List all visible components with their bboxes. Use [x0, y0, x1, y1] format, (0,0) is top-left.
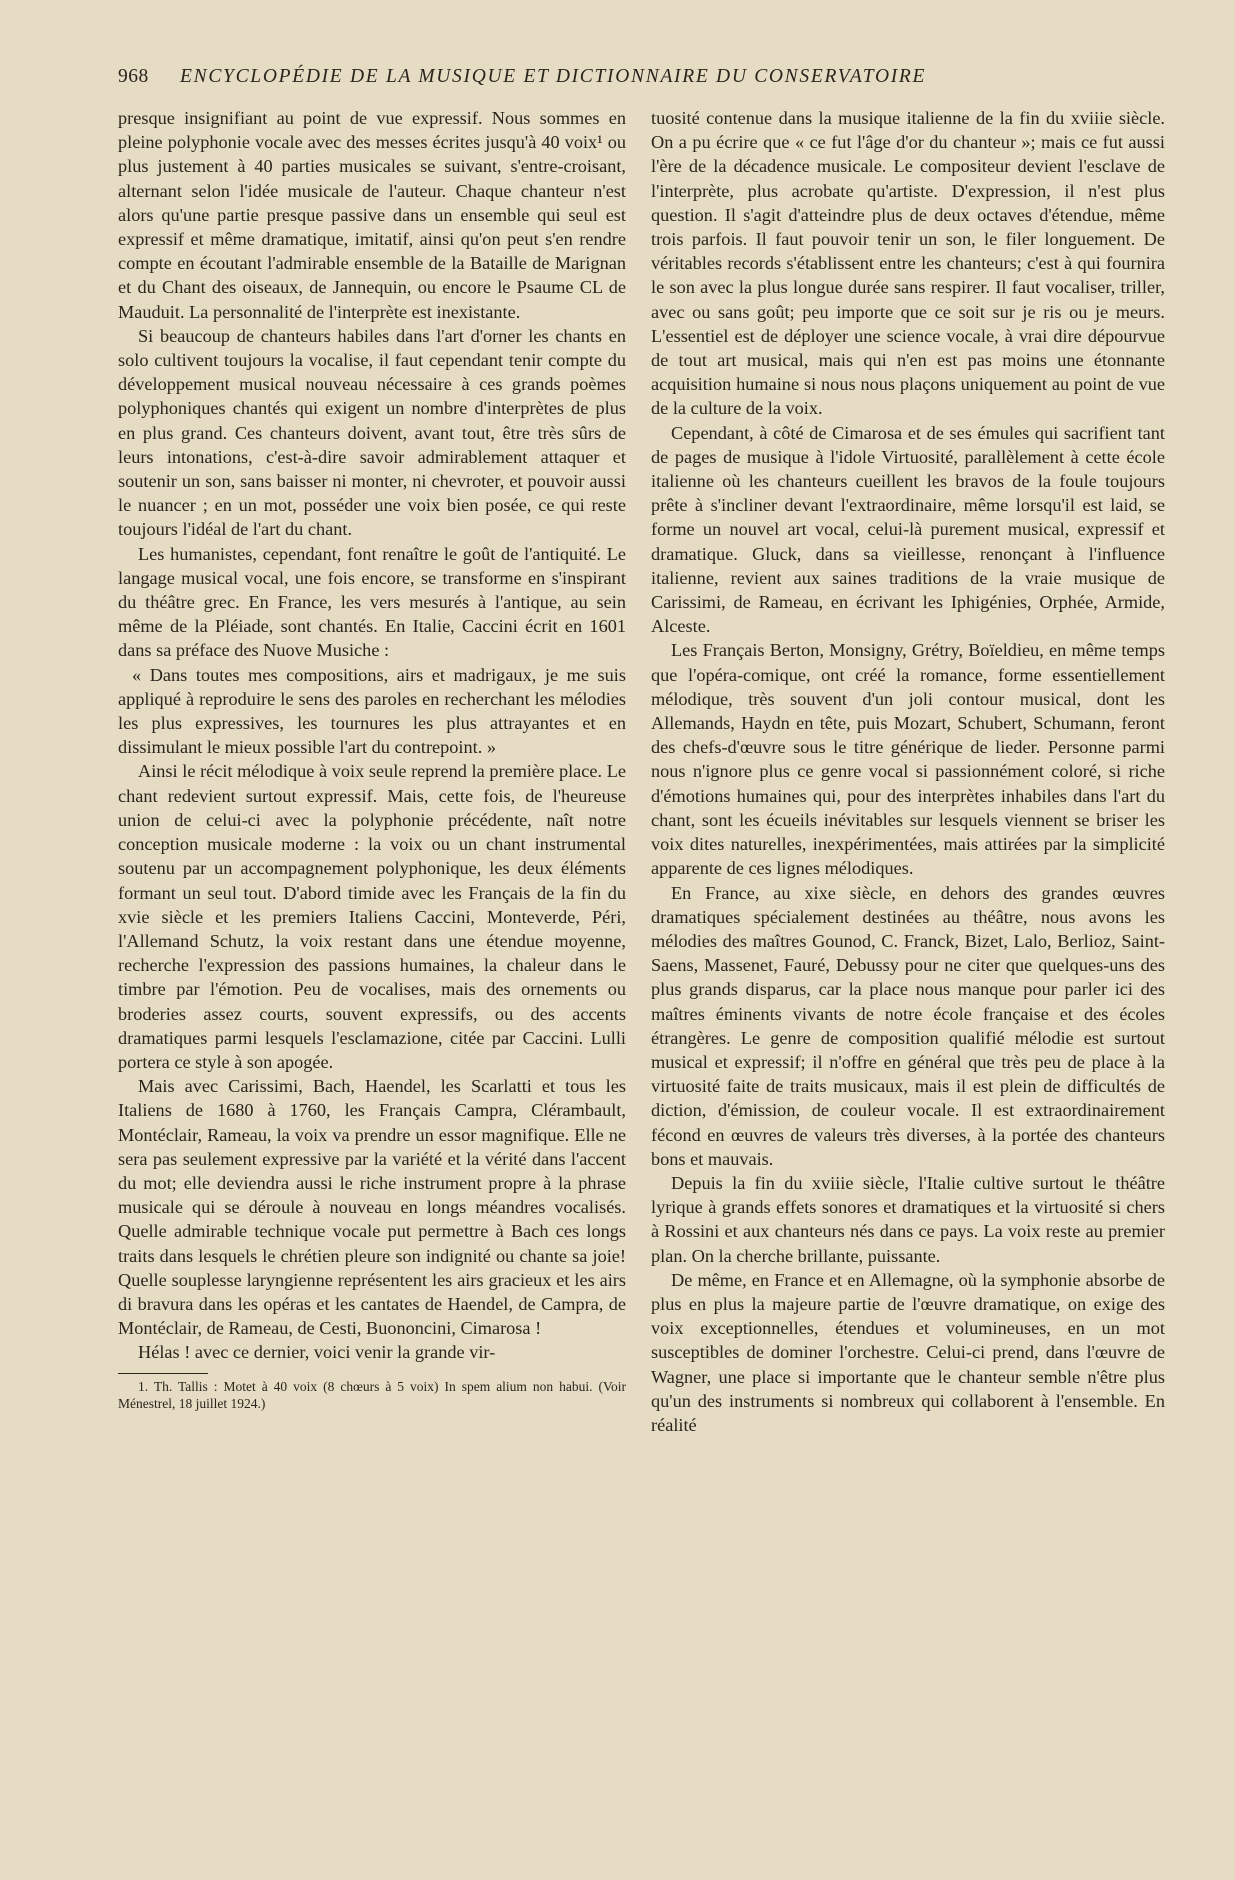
page-number: 968	[118, 66, 149, 87]
paragraph: Les Français Berton, Monsigny, Grétry, Boïeldieu, en même temps que l'opéra-comique, ont créé la romance, forme essentiellement mélodique, très souvent d'un joli contour musical, dont les Allemands, Haydn en tête, puis Mozart, Schubert, Schumann, feront des chefs-d'œuvre sous le titre générique de lieder. Personne parmi nous n'ignore plus ce genre vocal si passionnément coloré, si riche d'émotions humaines qui, pour des interprètes inhabiles dans l'art du chant, sont les écueils inévitables sur lesquels viennent se briser les voix dites naturelles, inexpérimentées, mais attirées par la simplicité apparente de ces lignes mélodiques.	[651, 640, 1165, 879]
right-column	[651, 106, 1165, 1437]
paragraph: Depuis la fin du xviiie siècle, l'Italie cultive surtout le théâtre lyrique à grands effets sonores et dramatiques et la virtuosité si chers à Rossini et aux chanteurs nés dans ce pays. La voix reste au premier plan. On la cherche brillante, puissante.	[651, 1172, 1165, 1266]
left-column	[118, 106, 626, 1412]
paragraph: Hélas ! avec ce dernier, voici venir la grande vir-	[138, 1342, 496, 1363]
paragraph: Les humanistes, cependant, font renaître le goût de l'antiquité. Le langage musical vocal, une fois encore, se transforme en s'inspirant du théâtre grec. En France, les vers mesurés à l'antique, au sein même de la Pléiade, sont chantés. En Italie, Caccini écrit en 1601 dans sa préface des Nuove Musiche :	[118, 543, 626, 661]
paragraph: De même, en France et en Allemagne, où la symphonie absorbe de plus en plus la majeure partie de l'œuvre dramatique, on exige des voix exceptionnelles, étendues et volumineuses, en un mot susceptibles de dominer l'orchestre. Celui-ci prend, dans l'œuvre de Wagner, une place si importante que le chanteur semble n'être plus qu'un des instruments si nombreux qui collaborent à l'ensemble. En réalité	[651, 1269, 1165, 1435]
footnote-rule	[118, 1373, 208, 1374]
running-title: ENCYCLOPÉDIE DE LA MUSIQUE ET DICTIONNAIRE DU CONSERVATOIRE	[180, 66, 927, 87]
footnote: 1. Th. Tallis : Motet à 40 voix (8 chœurs à 5 voix) In spem alium non habui. (Voir Ménestrel, 18 juillet 1924.)	[118, 1378, 626, 1411]
paragraph: Ainsi le récit mélodique à voix seule reprend la première place. Le chant redevient surtout expressif. Mais, cette fois, de l'heureuse union de celui-ci avec la polyphonie précédente, naît notre conception musicale moderne : la voix ou un chant instrumental soutenu par un accompagnement polyphonique, les deux éléments formant un seul tout. D'abord timide avec les Français de la fin du xvie siècle et les premiers Italiens Caccini, Monteverde, Péri, l'Allemand Schutz, la voix restant dans une étendue moyenne, recherche l'expression des passions humaines, la chaleur dans le timbre par l'émotion. Peu de vocalises, mais des ornements ou broderies assez courts, souvent expressifs, ou des accents dramatiques parmi lesquels l'esclamazione, citée par Caccini. Lulli portera ce style à son apogée.	[118, 761, 626, 1072]
paragraph: Si beaucoup de chanteurs habiles dans l'art d'orner les chants en solo cultivent toujours la vocalise, il faut cependant tenir compte du développement musical nouveau nécessaire à ces grands poèmes polyphoniques chantés qui exigent un nombre d'interprètes de plus en plus grand. Ces chanteurs doivent, avant tout, être très sûrs de leurs intonations, c'est-à-dire savoir admirablement attaquer et soutenir un son, sans baisser ni monter, ni chevroter, et pouvoir aussi le nuancer ; en un mot, posséder une voix bien posée, ce qui reste toujours l'idéal de l'art du chant.	[118, 325, 626, 540]
quotation: « Dans toutes mes compositions, airs et madrigaux, je me suis appliqué à reproduire le sens des paroles en recherchant les mélodies les plus expressives, les tournures les plus attrayantes et en dissimulant le mieux possible l'art du contrepoint. »	[118, 664, 626, 758]
paragraph: Mais avec Carissimi, Bach, Haendel, les Scarlatti et tous les Italiens de 1680 à 1760, les Français Campra, Clérambault, Montéclair, Rameau, la voix va prendre un essor magnifique. Elle ne sera pas seulement expressive par la variété et la vérité dans l'accent du mot; elle deviendra aussi le riche instrument propre à la phrase musicale qui se déroule à nouveau en longs méandres vocalisés. Quelle admirable technique vocale put permettre à Bach ces longs traits dans lesquels le chrétien pleure son indignité ou chante sa joie! Quelle souplesse laryngienne représentent les airs gracieux et les airs di bravura dans les opéras et les cantates de Haendel, de Campra, de Montéclair, de Rameau, de Cesti, Buononcini, Cimarosa !	[118, 1076, 626, 1339]
paragraph: Cependant, à côté de Cimarosa et de ses émules qui sacrifient tant de pages de musique à l'idole Virtuosité, parallèlement à cette école italienne où les chanteurs cueillent les bravos de la foule toujours prête à s'incliner devant l'extraordinaire, même lorsqu'il est laid, se forme un nouvel art vocal, celui-là purement musical, expressif et dramatique. Gluck, dans sa vieillesse, renonçant à l'influence italienne, revient aux saines traditions de la vraie musique de Carissimi, de Rameau, en écrivant les Iphigénies, Orphée, Armide, Alceste.	[651, 422, 1165, 637]
paragraph: tuosité contenue dans la musique italienne de la fin du xviiie siècle. On a pu écrire que « ce fut l'âge d'or du chanteur »; mais ce fut aussi l'ère de la décadence musicale. Le compositeur devient l'esclave de l'interprète, plus acrobate qu'artiste. D'expression, il n'est plus question. Il s'agit d'atteindre plus de deux octaves d'étendue, même trois parfois. Il faut pouvoir tenir un son, le filer longuement. De véritables records s'établissent entre les chanteurs; c'est à qui fournira le son avec la plus longue durée sans respirer. Il faut vocaliser, triller, avec ou sans goût; peu importe que ce soit sur je ris ou je meurs. L'essentiel est de déployer une science vocale, à vrai dire dépourvue de tout art musical, mais qui n'en est pas moins une étonnante acquisition humaine si nous nous plaçons uniquement au point de vue de la culture de la voix.	[651, 108, 1165, 419]
paragraph: presque insignifiant au point de vue expressif. Nous sommes en pleine polyphonie vocale avec des messes écrites jusqu'à 40 voix¹ ou plus justement à 40 parties musicales se suivant, s'entre-croisant, alternant selon l'idée musicale de l'auteur. Chaque chanteur n'est alors qu'une partie presque passive dans un ensemble qui seul est expressif et même dramatique, imitatif, ainsi qu'on peut s'en rendre compte en écoutant l'admirable ensemble de la Bataille de Marignan et du Chant des oiseaux, de Jannequin, ou encore le Psaume CL de Mauduit. La personnalité de l'interprète est inexistante.	[118, 108, 626, 322]
paragraph: En France, au xixe siècle, en dehors des grandes œuvres dramatiques spécialement destinées au théâtre, nous avons les mélodies des maîtres Gounod, C. Franck, Bizet, Lalo, Berlioz, Saint-Saens, Massenet, Fauré, Debussy pour ne citer que quelques-uns des plus grands disparus, car la place nous manque pour parler ici des maîtres éminents vivants de notre école française et des écoles étrangères. Le genre de composition qualifié mélodie est surtout musical et expressif; il n'offre en général que très peu de place à la virtuosité faite de traits musicaux, mais il est plein de difficultés de diction, d'émission, de couleur vocale. Il est extraordinairement fécond en œuvres de valeurs très diverses, à la portée des chanteurs bons et mauvais.	[651, 882, 1165, 1169]
